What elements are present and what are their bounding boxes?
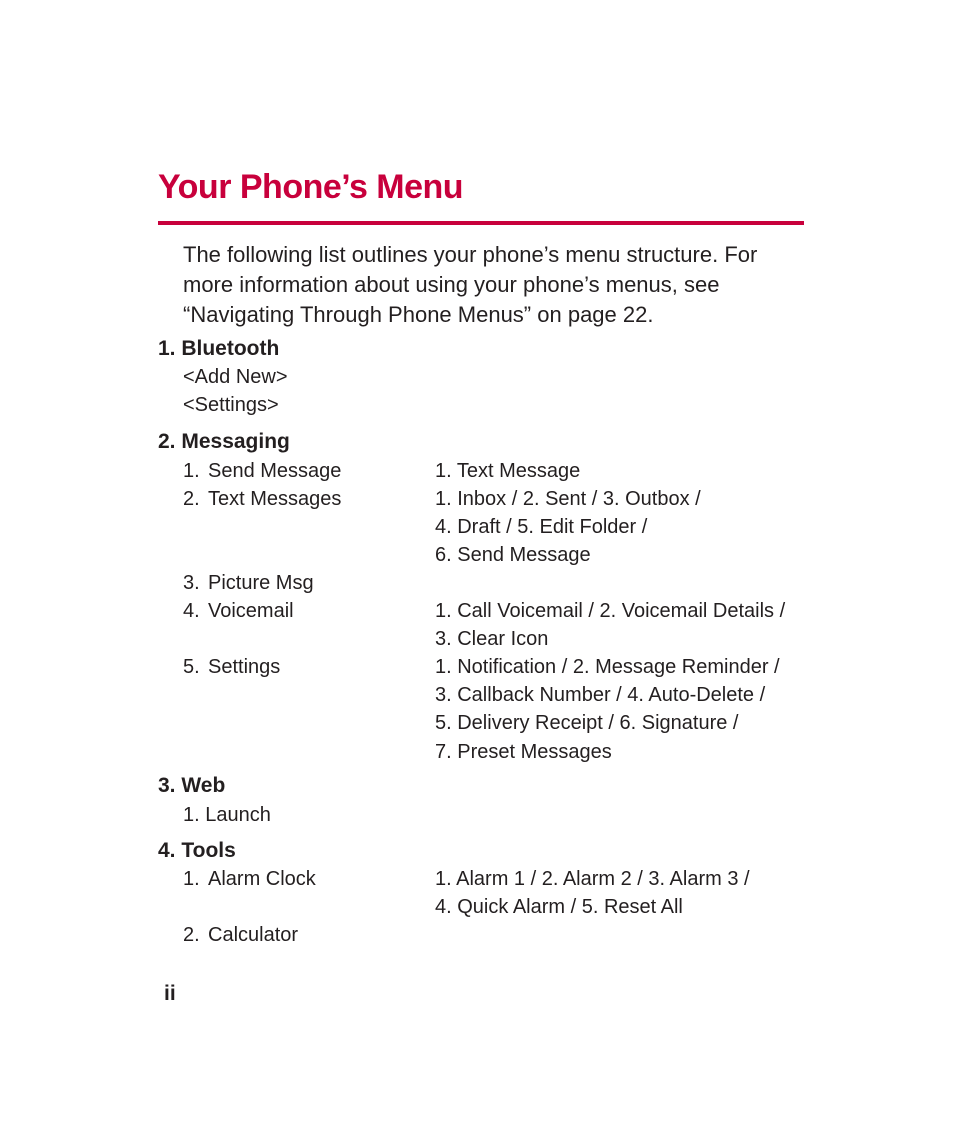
item-label: Calculator [208,924,299,946]
submenu-line: 1. Inbox / 2. Sent / 3. Outbox / [435,488,701,510]
submenu-line: 6. Send Message [435,544,591,566]
section-heading-bluetooth: 1. Bluetooth [158,337,280,360]
section-heading-web: 3. Web [158,774,226,797]
page-number: ii [164,982,176,1005]
item-label: Voicemail [208,600,294,622]
item-number: 1. [183,460,200,482]
menu-item-add-new: <Add New> [183,366,288,388]
menu-item-text-messages [183,488,341,511]
menu-item-launch: 1. Launch [183,804,271,826]
intro-line: more information about using your phone’s menus, see [183,272,720,297]
section-heading-messaging: 2. Messaging [158,430,290,453]
item-label: Settings [208,656,281,678]
menu-item-calculator [183,924,298,947]
menu-item-voicemail [183,600,294,623]
intro-line: The following list outlines your phone’s menu structure. For [183,242,758,267]
submenu-line: 1. Notification / 2. Message Reminder / [435,656,780,678]
item-label: Send Message [208,460,342,482]
item-number: 2. [183,488,200,510]
page-title: Your Phone’s Menu [158,168,464,206]
submenu-line: 4. Draft / 5. Edit Folder / [435,516,648,538]
intro-line: “Navigating Through Phone Menus” on page 22. [183,302,654,327]
submenu-line: 5. Delivery Receipt / 6. Signature / [435,712,739,734]
item-number: 1. [183,868,200,890]
item-label: Picture Msg [208,572,314,594]
submenu-line: 1. Text Message [435,460,581,482]
item-number: 4. [183,600,200,622]
submenu-line: 1. Call Voicemail / 2. Voicemail Details / [435,600,786,622]
section-heading-tools: 4. Tools [158,839,236,862]
submenu-line: 4. Quick Alarm / 5. Reset All [435,896,683,918]
submenu-line: 3. Clear Icon [435,628,549,650]
menu-item-settings-msg [183,656,280,679]
item-number: 3. [183,572,200,594]
submenu-line: 1. Alarm 1 / 2. Alarm 2 / 3. Alarm 3 / [435,868,750,890]
title-rule [158,221,804,225]
intro-paragraph [183,240,803,330]
item-label: Text Messages [208,488,342,510]
item-number: 2. [183,924,200,946]
menu-item-picture-msg [183,572,314,595]
menu-item-alarm-clock [183,868,316,891]
item-number: 5. [183,656,200,678]
item-label: Alarm Clock [208,868,316,890]
menu-item-send-message [183,460,341,483]
submenu-line: 3. Callback Number / 4. Auto-Delete / [435,684,766,706]
menu-item-settings: <Settings> [183,394,279,416]
submenu-line: 7. Preset Messages [435,741,612,763]
